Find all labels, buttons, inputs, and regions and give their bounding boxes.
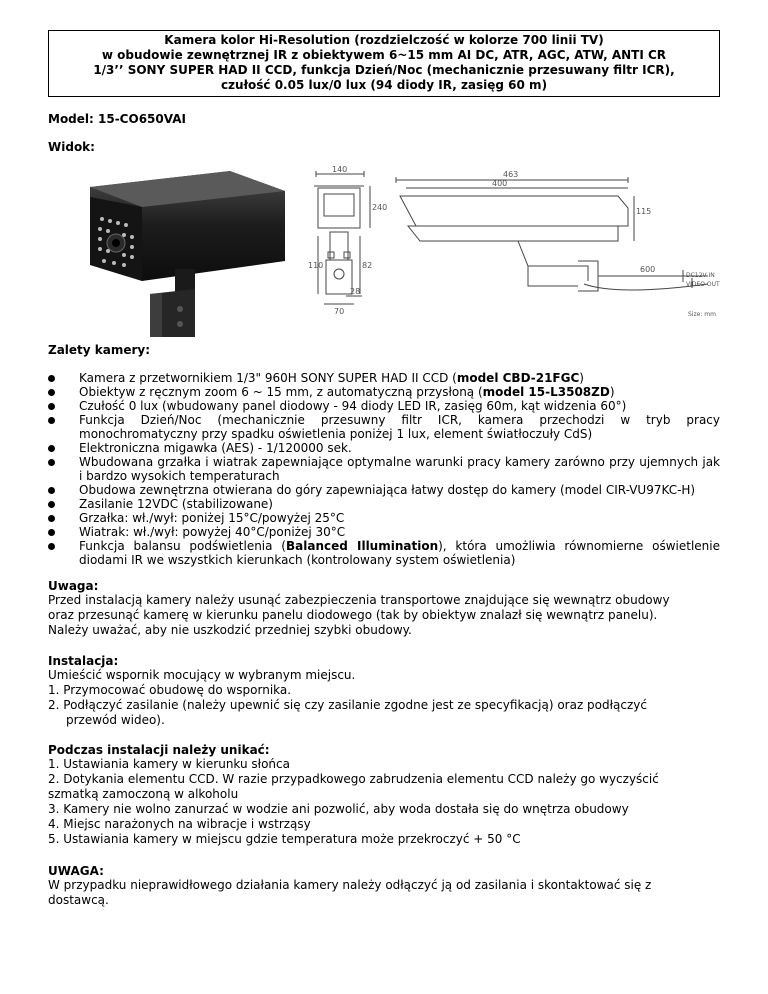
document-page: [48, 30, 720, 908]
advantage-text-end: ): [609, 385, 615, 399]
advantage-item: [48, 413, 720, 441]
dim-label: 240: [372, 203, 388, 212]
advantage-text: Kamera z przetwornikiem 1/3" 960H SONY SUPER HAD II CCD (: [79, 371, 457, 385]
warning-section: [48, 579, 720, 638]
warning-line: oraz przesunąć kamerę w kierunku panelu diodowego (tak by obiektyw znalazł się wewnątrz panelu).: [48, 608, 658, 622]
advantage-text: Funkcja balansu podświetlenia (: [79, 539, 286, 553]
bullet-icon: [48, 501, 55, 508]
advantage-text: Wbudowana grzałka i wiatrak zapewniające optymalne warunki pracy kamery zarówno przy ujemnych jak i bardzo wysokich temperaturach: [79, 455, 720, 483]
advantage-item: [48, 483, 720, 497]
dim-label: 28: [350, 287, 361, 296]
advantage-text: Czułość 0 lux (wbudowany panel diodowy - 94 diody LED IR, zasięg 60m, kąt widzenia 60°): [79, 399, 627, 413]
title-line: 1/3’’ SONY SUPER HAD II CCD, funkcja Dzień/Noc (mechanicznie przesuwany filtr ICR),: [93, 63, 675, 77]
avoid-line: szmatką zamoczoną w alkoholu: [48, 787, 239, 801]
bullet-icon: [48, 389, 55, 396]
installation-title: Instalacja:: [48, 654, 119, 668]
bullet-icon: [48, 459, 55, 466]
avoid-line: 4. Miejsc narażonych na wibracje i wstrząsy: [48, 817, 311, 831]
dim-label: 600: [640, 265, 656, 274]
final-warning-line: W przypadku nieprawidłowego działania kamery należy odłączyć ją od zasilania i skontaktować się z: [48, 878, 652, 892]
dim-label: 400: [492, 179, 508, 188]
bullet-icon: [48, 417, 55, 424]
advantage-text: Funkcja Dzień/Noc (mechanicznie przesuwny filtr ICR, kamera przechodzi w tryb pracy monochromatyczny przy spadku oświetlenia poniżej 1 lux, element światłoczuły CdS): [79, 413, 720, 441]
advantage-bold: model 15-L3508ZD: [482, 385, 610, 399]
dim-label: 115: [636, 207, 652, 216]
advantage-item: [48, 441, 720, 455]
dim-label: 463: [503, 170, 519, 179]
technical-drawing: [288, 166, 728, 341]
advantage-bold: model CBD-21FGC: [456, 371, 580, 385]
installation-section: [48, 654, 720, 728]
view-label: Widok:: [48, 140, 95, 154]
advantages-title: Zalety kamery:: [48, 343, 151, 357]
installation-step-cont: przewód wideo).: [66, 713, 165, 727]
title-box: [48, 30, 720, 97]
warning-line: Przed instalacją kamery należy usunąć zabezpieczenia transportowe znajdujące się wewnątrz obudowy: [48, 593, 670, 607]
advantage-item: [48, 511, 720, 525]
drawing-note: Size: mm: [688, 311, 716, 318]
dim-label: 110: [308, 261, 324, 270]
dim-label: 140: [332, 166, 348, 174]
title-line: w obudowie zewnętrznej IR z obiektywem 6~15 mm AI DC, ATR, AGC, ATW, ANTI CR: [101, 48, 667, 62]
advantage-item: [48, 399, 720, 413]
product-images: [48, 166, 720, 341]
model-label: Model: 15-CO650VAI: [48, 112, 186, 126]
avoid-title: Podczas instalacji należy unikać:: [48, 743, 270, 757]
advantage-item: [48, 385, 720, 399]
final-warning-title: UWAGA:: [48, 864, 104, 878]
avoid-section: [48, 743, 720, 847]
bullet-icon: [48, 403, 55, 410]
dim-label: 82: [362, 261, 373, 270]
bullet-icon: [48, 529, 55, 536]
bullet-icon: [48, 487, 55, 494]
installation-step: 1. Przymocować obudowę do wspornika.: [48, 683, 292, 697]
advantage-text: Grzałka: wł./wył: poniżej 15°C/powyżej 25°C: [79, 511, 345, 525]
advantage-text: Obiektyw z ręcznym zoom 6 ~ 15 mm, z automatyczną przysłoną (: [79, 385, 483, 399]
advantage-item: [48, 455, 720, 483]
camera-photo: [80, 169, 300, 339]
drawing-note: DC12V IN: [686, 272, 715, 279]
avoid-line: 1. Ustawiania kamery w kierunku słońca: [48, 757, 290, 771]
avoid-line: 5. Ustawiania kamery w miejscu gdzie temperatura może przekroczyć + 50 °C: [48, 832, 521, 846]
bullet-icon: [48, 543, 55, 550]
final-warning-section: [48, 864, 720, 908]
advantage-text-end: ): [579, 371, 584, 385]
bullet-icon: [48, 515, 55, 522]
bullet-icon: [48, 445, 55, 452]
warning-title: Uwaga:: [48, 579, 99, 593]
final-warning-line: dostawcą.: [48, 893, 109, 907]
advantage-text: Zasilanie 12VDC (stabilizowane): [79, 497, 273, 511]
avoid-line: 3. Kamery nie wolno zanurzać w wodzie ani pozwolić, aby woda dostała się do wnętrza obudowy: [48, 802, 629, 816]
installation-intro: Umieścić wspornik mocujący w wybranym miejscu.: [48, 668, 356, 682]
title-line: czułość 0.05 lux/0 lux (94 diody IR, zasięg 60 m): [220, 78, 548, 92]
advantage-text: Wiatrak: wł./wył: powyżej 40°C/poniżej 30°C: [79, 525, 346, 539]
advantage-item: [48, 497, 720, 511]
installation-step: 2. Podłączyć zasilanie (należy upewnić się czy zasilanie zgodne jest ze specyfikacją) oraz podłączyć: [48, 698, 647, 712]
warning-line: Należy uważać, aby nie uszkodzić przedniej szybki obudowy.: [48, 623, 412, 637]
advantages-list: [48, 371, 720, 567]
advantage-item: [48, 539, 720, 567]
advantage-text: Obudowa zewnętrzna otwierana do góry zapewniająca łatwy dostęp do kamery (model CIR-VU97KC-H): [79, 483, 696, 497]
dim-label: 70: [334, 307, 345, 316]
advantage-text-end: ), która umożliwia równomierne oświetlenie diodami IR we wszystkich kierunkach (kontrolowany system oświetlenia): [79, 539, 720, 567]
advantage-item: [48, 525, 720, 539]
advantage-item: [48, 371, 720, 385]
advantage-bold: Balanced Illumination: [285, 539, 439, 553]
title-line: Kamera kolor Hi-Resolution (rozdzielczość w kolorze 700 linii TV): [164, 33, 604, 47]
advantage-text: Elektroniczna migawka (AES) - 1/120000 sek.: [79, 441, 352, 455]
bullet-icon: [48, 375, 55, 382]
avoid-line: 2. Dotykania elementu CCD. W razie przypadkowego zabrudzenia elementu CCD należy go wyczyścić: [48, 772, 659, 786]
drawing-note: VIDEO OUT: [686, 281, 720, 288]
